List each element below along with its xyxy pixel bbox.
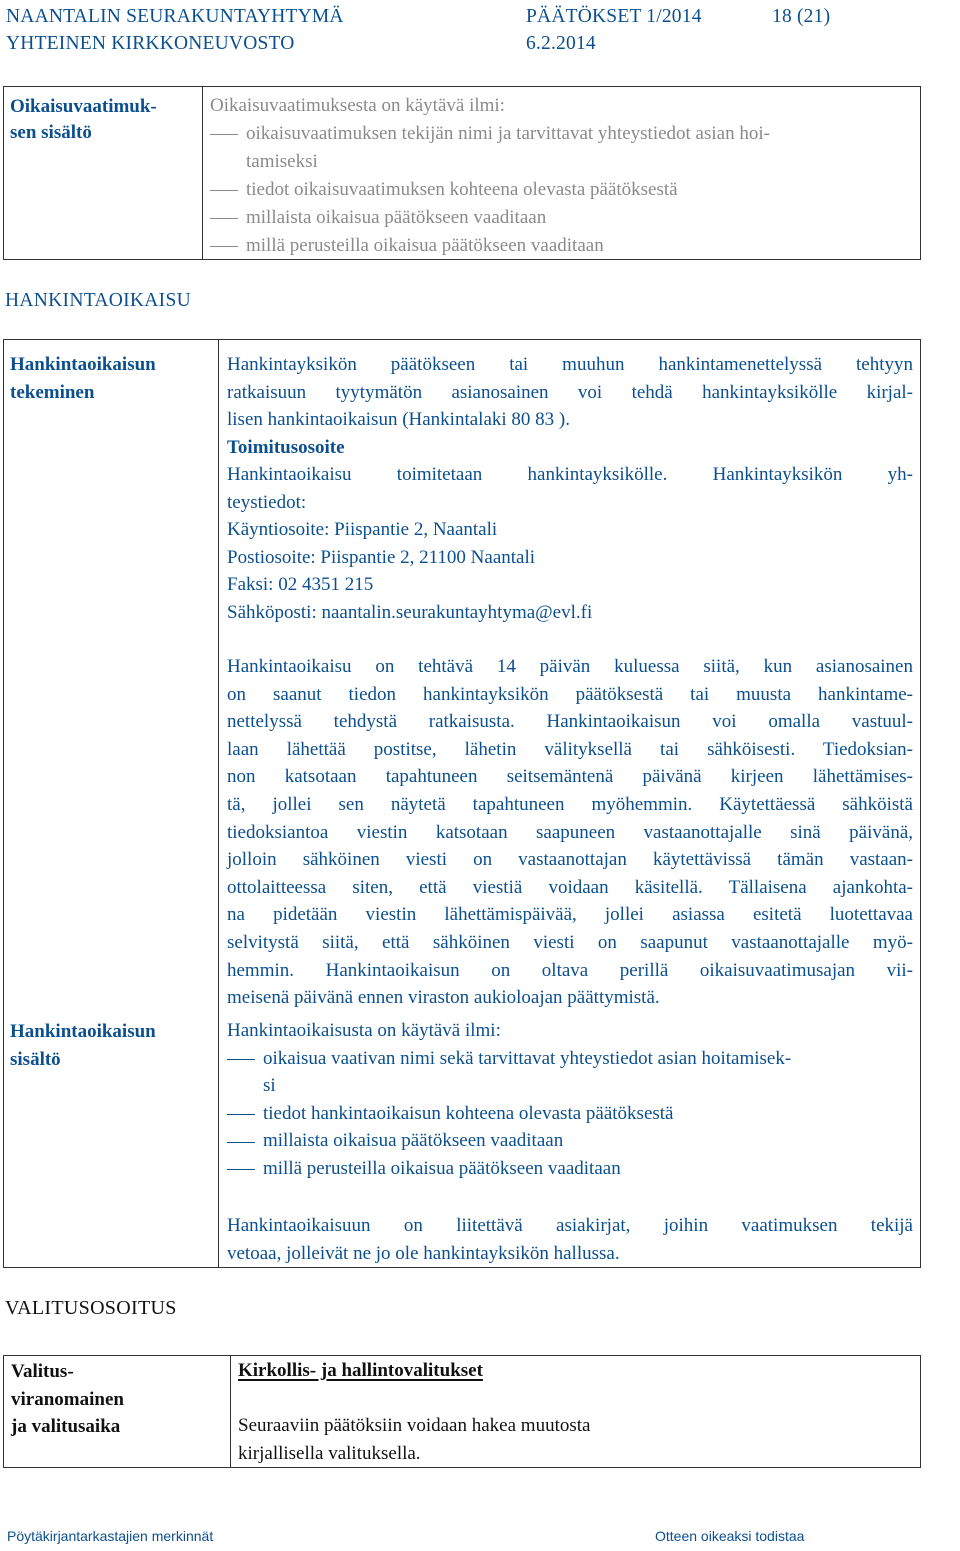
oikaisu-box-divider [202,86,203,260]
valitus-text: Seuraaviin päätöksiin voidaan hakea muutosta kirjallisella valituksella. [238,1415,591,1464]
valitus-title: Kirkollis- ja hallintovalitukset [238,1360,483,1381]
sisalto-item: millaista oikaisua päätökseen vaaditaan [227,1127,913,1155]
oikaisu-item: millä perusteilla oikaisua päätökseen vaaditaan [210,232,910,260]
organization-body: YHTEINEN KIRKKONEUVOSTO [6,33,295,54]
toimitus-content: Hankintaoikaisu toimitetaan hankintayksikölle. Hankintayksikön yh- teystiedot: Käyntiosoite: Piispantie 2, Naantali Postiosoite: Piispantie 2, 21100 Naantali Faksi: 02 4351 215 Sähköposti: naantalin.seurakuntayhtyma@evl.fi [227,461,913,627]
hankinta-tekeminen-label: Hankintaoikaisun tekeminen [10,354,156,403]
sisalto-item: tiedot hankintaoikaisun kohteena olevasta päätöksestä [227,1100,913,1128]
hankinta-p1: Hankintayksikön päätökseen tai muuhun hankintamenettelyssä tehtyyn ratkaisuun tyytymätön asianosainen voi tehdä hankintayksikölle kirjal- lisen hankintaoikaisun (Hankintalaki 80 83 ). [227,354,913,431]
organization-name: NAANTALIN SEURAKUNTAYHTYMÄ [6,6,344,27]
hankinta-box-divider [218,339,219,1268]
sisalto-item: millä perusteilla oikaisua päätökseen vaaditaan [227,1155,913,1183]
hankinta-heading: HANKINTAOIKAISU [5,290,191,311]
valitus-heading: VALITUSOSOITUS [5,1297,177,1319]
hankinta-sisalto: Hankintaoikaisusta on käytävä ilmi: oikaisua vaativan nimi sekä tarvittavat yhteystiedot asian hoitamisek- si tiedot hankintaoikaisun kohteena olevasta päätöksestä millaista oikaisua päätökseen vaaditaan millä perusteilla oikaisua päätökseen vaaditaan [227,1017,913,1183]
document-title: PÄÄTÖKSET 1/2014 [526,6,702,27]
email-address: Sähköposti: naantalin.seurakuntayhtyma@evl.fi [227,601,593,623]
sisalto-item: oikaisua vaativan nimi sekä tarvittavat yhteystiedot asian hoitamisek- [227,1045,913,1073]
footer-left: Pöytäkirjantarkastajien merkinnät [7,1528,214,1544]
hankinta-sisalto-label: Hankintaoikaisun sisältö [10,1021,156,1070]
oikaisu-item: oikaisuvaatimuksen tekijän nimi ja tarvittavat yhteystiedot asian hoi- [210,120,910,148]
valitus-label: Valitus- viranomainen ja valitusaika [11,1361,124,1437]
footer-right: Otteen oikeaksi todistaa [655,1528,805,1544]
hankinta-p2: Hankintaoikaisu on tehtävä 14 päivän kuluessa siitä, kun asianosainen on saanut tiedon hankintayksikön päätöksestä tai muusta hankintame- nettelyssä tehdystä ratkaisusta. Hankintaoikaisun voi omalla vastuul- laan lähettää postitse, lähetin välityksellä tai sähköisesti. Tiedoksian- non katsotaan tapahtuneen seitsemäntenä päivänä kirjeen lähettämises- tä, jollei sen näytetä tapahtuneen myöhemmin. Käytettäessä sähköistä tiedoksiantoa viestin katsotaan saapuneen vastaanottajalle sinä päivänä, jolloin sähköinen viesti on vastaanottajan käytettävissä tämän vastaan- ottolaitteessa siten, että viestiä voidaan käsitellä. Tällaisena ajankohta- na pidetään viestin lähettämispäivää, jollei asiassa esitetä luotettavaa selvitystä siitä, että sähköinen viesti on saapunut vastaanottajalle myö- hemmin. Hankintaoikaisun on oltava perillä oikaisuvaatimusajan vii- meisenä päivänä ennen viraston aukioloajan päättymistä. [227,656,913,1009]
oikaisu-item: millaista oikaisua päätökseen vaaditaan [210,204,910,232]
oikaisu-label: Oikaisuvaatimuk- sen sisältö [10,96,157,143]
oikaisu-intro: Oikaisuvaatimuksesta on käytävä ilmi: [210,95,505,116]
oikaisu-content [210,92,910,260]
document-date: 6.2.2014 [526,33,596,54]
toimitus-heading: Toimitusosoite [227,437,345,458]
oikaisu-item-cont: tamiseksi [246,151,318,172]
page-number: 18 (21) [772,6,831,27]
valitus-box-divider [230,1355,231,1468]
hankinta-p3: Hankintaoikaisuun on liitettävä asiakirjat, joihin vaatimuksen tekijä vetoaa, jolleivät ne jo ole hankintayksikön hallussa. [227,1215,913,1264]
oikaisu-item: tiedot oikaisuvaatimuksen kohteena olevasta päätöksestä [210,176,910,204]
